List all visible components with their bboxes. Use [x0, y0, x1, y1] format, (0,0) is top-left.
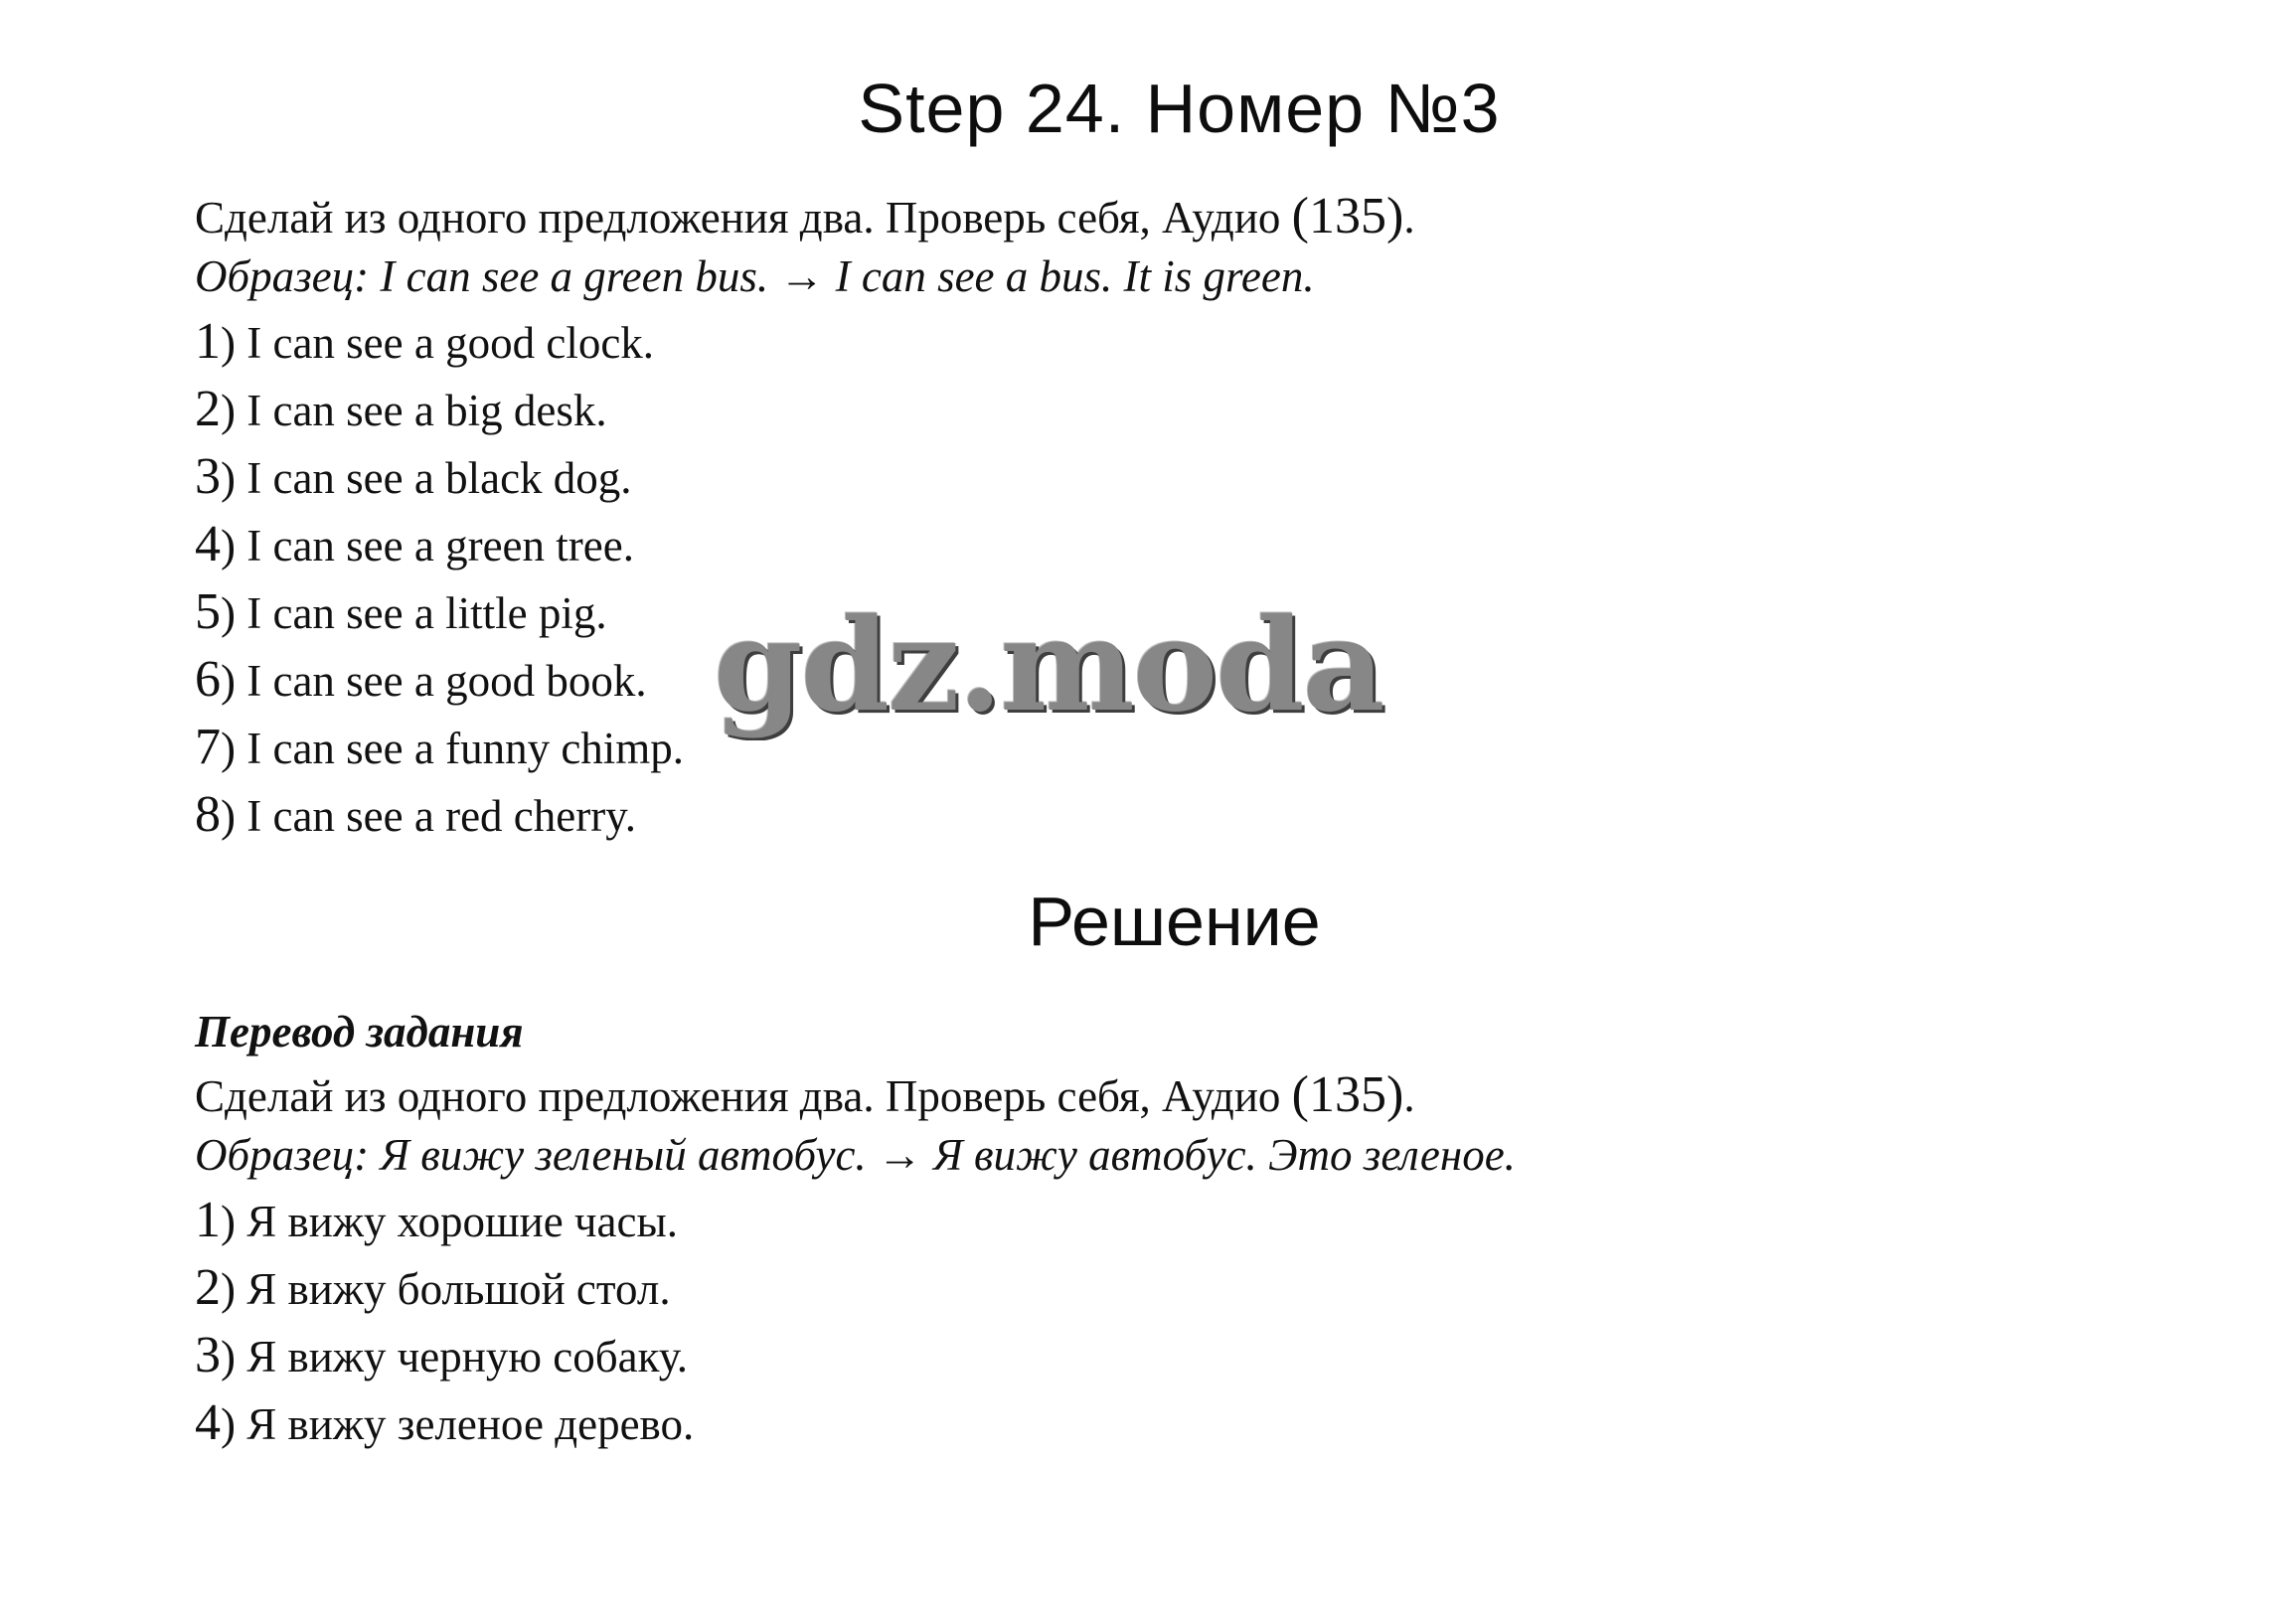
task-item-text: ) I can see a good clock. — [221, 318, 655, 368]
solution-item-number: 2 — [195, 1259, 221, 1316]
solution-example: Образец: Я вижу зеленый автобус. → Я вижу автобус. Это зеленое. — [195, 1130, 1516, 1180]
solution-item — [195, 1193, 678, 1249]
task-audio-reference: (135) — [1291, 188, 1404, 244]
task-item — [195, 449, 632, 506]
task-instruction — [195, 189, 1415, 245]
solution-item — [195, 1260, 671, 1317]
task-item-text: ) I can see a little pig. — [221, 588, 607, 638]
task-item — [195, 720, 684, 776]
page-title: Step 24. Номер №3 — [858, 70, 1501, 147]
task-example: Образец: I can see a green bus. → I can see a bus. It is green. — [195, 251, 1315, 301]
solution-item — [195, 1395, 694, 1452]
task-item — [195, 382, 607, 438]
solution-audio-reference: (135) — [1291, 1066, 1404, 1123]
solution-instruction — [195, 1067, 1415, 1124]
solution-item-text: ) Я вижу зеленое дерево. — [221, 1399, 695, 1449]
solution-item-number: 4 — [195, 1394, 221, 1451]
task-item — [195, 584, 607, 641]
task-item-text: ) I can see a black dog. — [221, 453, 632, 503]
task-instruction-text: Сделай из одного предложения два. Проверь себя, Аудио — [195, 193, 1292, 243]
task-instruction-end: . — [1403, 193, 1415, 243]
task-item — [195, 652, 647, 709]
task-item-text: ) I can see a funny chimp. — [221, 724, 685, 773]
task-item-text: ) I can see a green tree. — [221, 521, 634, 570]
solution-instruction-text: Сделай из одного предложения два. Проверь себя, Аудио — [195, 1071, 1292, 1121]
task-item-text: ) I can see a big desk. — [221, 386, 607, 435]
task-item-number: 4 — [195, 516, 221, 572]
task-item-text: ) I can see a red cherry. — [221, 791, 637, 841]
task-item — [195, 787, 636, 844]
solution-item — [195, 1328, 688, 1384]
solution-item-number: 3 — [195, 1327, 221, 1383]
task-item-number: 1 — [195, 313, 221, 370]
solution-heading: Решение — [1028, 883, 1321, 960]
solution-item-text: ) Я вижу большой стол. — [221, 1264, 671, 1314]
task-item-number: 6 — [195, 651, 221, 708]
translation-label: Перевод задания — [195, 1007, 524, 1056]
solution-item-text: ) Я вижу черную собаку. — [221, 1332, 689, 1381]
task-item-number: 8 — [195, 786, 221, 843]
solution-instruction-end: . — [1403, 1071, 1415, 1121]
task-item-number: 3 — [195, 448, 221, 505]
solution-item-text: ) Я вижу хорошие часы. — [221, 1197, 678, 1246]
task-item — [195, 517, 634, 573]
task-item — [195, 314, 654, 371]
task-item-number: 5 — [195, 583, 221, 640]
task-item-number: 7 — [195, 719, 221, 775]
watermark: gdz.moda — [714, 591, 1383, 740]
task-item-text: ) I can see a good book. — [221, 656, 647, 706]
task-item-number: 2 — [195, 381, 221, 437]
solution-item-number: 1 — [195, 1192, 221, 1248]
